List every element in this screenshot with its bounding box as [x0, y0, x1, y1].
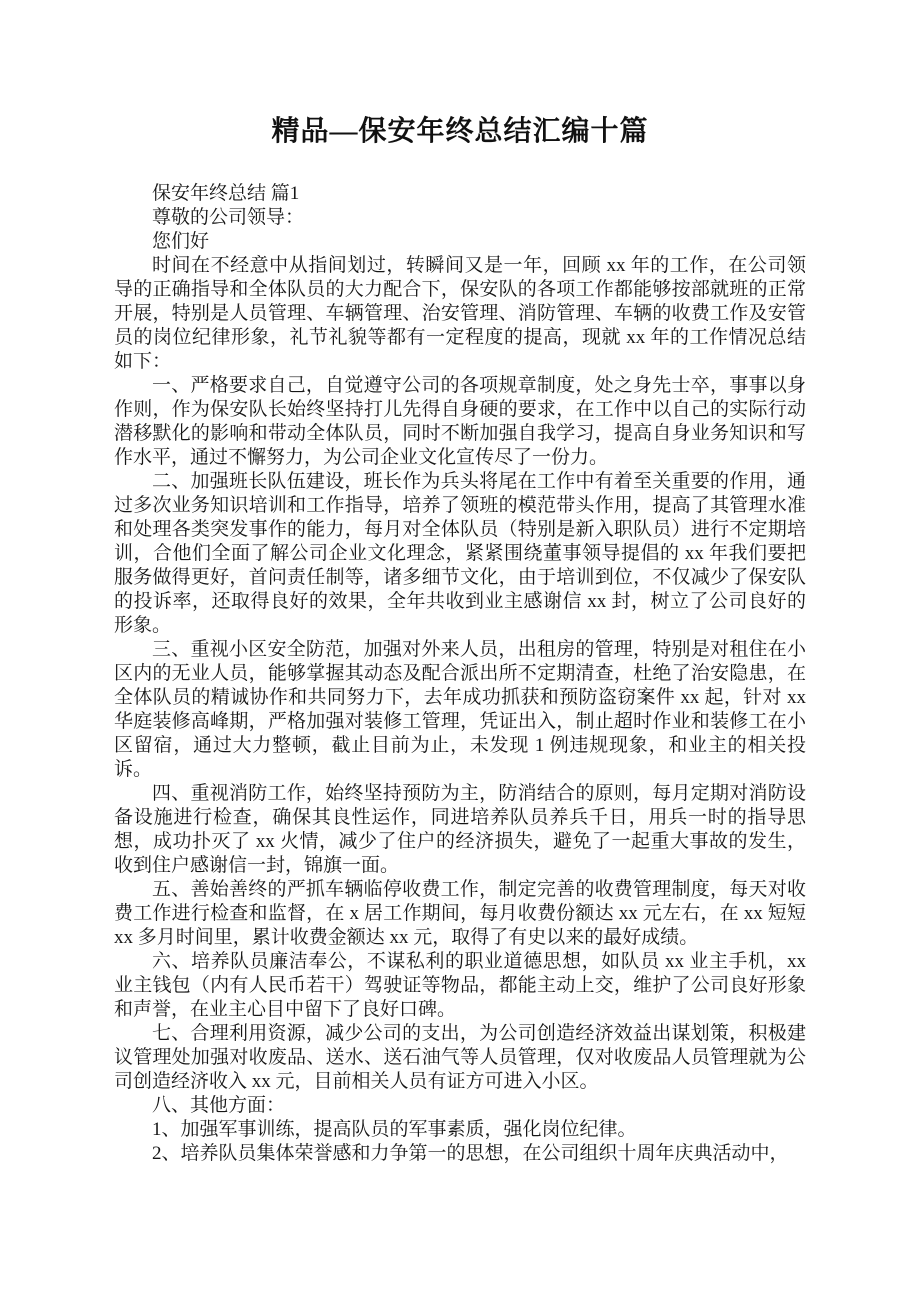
- document-body: [114, 182, 806, 1166]
- paragraph: 三、重视小区安全防范，加强对外来人员，出租房的管理，特别是对租住在小区内的无业人员，能够掌握其动态及配合派出所不定期清查，杜绝了治安隐患，在全体队员的精诚协作和共同努力下，去年成功抓获和预防盗窃案件 xx 起，针对 xx 华庭装修高峰期，严格加强对装修工管理，凭证出入，制止超时作业和装修工在小区留宿，通过大力整顿，截止目前为止，未发现 1 例违规现象，和业主的相关投诉。: [114, 639, 806, 780]
- paragraph: 1、加强军事训练，提高队员的军事素质，强化岗位纪律。: [152, 1119, 637, 1140]
- paragraph: 七、合理利用资源，减少公司的支出，为公司创造经济效益出谋划策，积极建议管理处加强对收废品、送水、送石油气等人员管理，仅对收废品人员管理就为公司创造经济收入 xx 元，目前相关人员有证方可进入小区。: [114, 1023, 806, 1092]
- paragraph: 保安年终总结 篇1: [152, 183, 300, 204]
- paragraph: 一、严格要求自己，自觉遵守公司的各项规章制度，处之身先士卒，事事以身作则，作为保安队长始终坚持打儿先得自身硬的要求，在工作中以自己的实际行动潜移默化的影响和带动全体队员，同时不断加强自我学习，提高自身业务知识和写作水平，通过不懈努力，为公司企业文化宣传尽了一份力。: [114, 375, 806, 468]
- paragraph: 二、加强班长队伍建设，班长作为兵头将尾在工作中有着至关重要的作用，通过多次业务知识培训和工作指导，培养了领班的模范带头作用，提高了其管理水准和处理各类突发事作的能力，每月对全体队员（特别是新入职队员）进行不定期培训，合他们全面了解公司企业文化理念，紧紧围绕董事领导提倡的 xx 年我们要把服务做得更好，首问责任制等，诸多细节文化，由于培训到位，不仅减少了保安队的投诉率，还取得良好的效果，全年共收到业主感谢信 xx 封，树立了公司良好的形象。: [114, 471, 806, 636]
- paragraph: 八、其他方面：: [152, 1095, 286, 1116]
- document-title: 精品—保安年终总结汇编十篇: [271, 116, 649, 147]
- paragraph: 尊敬的公司领导：: [152, 207, 305, 228]
- paragraph: 四、重视消防工作，始终坚持预防为主，防消结合的原则，每月定期对消防设备设施进行检查，确保其良性运作，同进培养队员养兵千日，用兵一时的指导思想，成功扑灭了 xx 火情，减少了住户的经济损失，避免了一起重大事故的发生，收到住户感谢信一封，锦旗一面。: [114, 783, 806, 876]
- paragraph: 时间在不经意中从指间划过，转瞬间又是一年，回顾 xx 年的工作，在公司领导的正确指导和全体队员的大力配合下，保安队的各项工作都能够按部就班的正常开展，特别是人员管理、车辆管理、治安管理、消防管理、车辆的收费工作及安管员的岗位纪律形象，礼节礼貌等都有一定程度的提高，现就 xx 年的工作情况总结如下：: [114, 255, 806, 372]
- paragraph: 您们好: [152, 231, 210, 252]
- paragraph: 五、善始善终的严抓车辆临停收费工作，制定完善的收费管理制度，每天对收费工作进行检查和监督，在 x 居工作期间，每月收费份额达 xx 元左右，在 xx 短短 xx 多月时间里，累计收费金额达 xx 元，取得了有史以来的最好成绩。: [114, 879, 806, 948]
- paragraph: 六、培养队员廉洁奉公，不谋私利的职业道德思想，如队员 xx 业主手机，xx 业主钱包（内有人民币若干）驾驶证等物品，都能主动上交，维护了公司良好形象和声誉，在业主心目中留下了良好口碑。: [114, 951, 806, 1020]
- paragraph: 2、培养队员集体荣誉感和力争第一的思想，在公司组织十周年庆典活动中，: [152, 1143, 789, 1164]
